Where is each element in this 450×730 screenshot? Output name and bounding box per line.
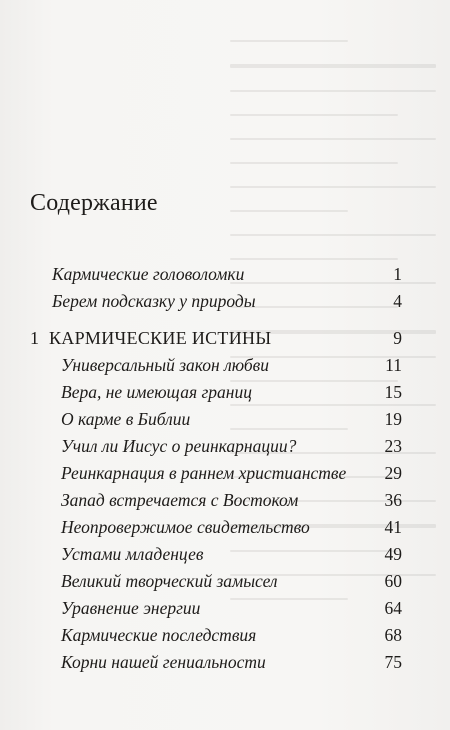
toc-entry-page: 75 (384, 652, 402, 672)
toc-entry[interactable] (0, 352, 450, 378)
toc-entry-label: Реинкарнация в раннем христианстве (61, 463, 347, 483)
toc-entry-label: Запад встречается с Востоком (61, 490, 299, 510)
toc-entry[interactable] (0, 622, 450, 648)
toc-entry-label: Неопровержимое свидетельство (61, 517, 310, 537)
toc-entry-page: 49 (384, 544, 402, 564)
toc-entry[interactable] (0, 487, 450, 513)
toc-entry-label: О карме в Библии (61, 409, 191, 429)
toc-entry-page: 36 (384, 490, 402, 510)
toc-entry[interactable] (0, 514, 450, 540)
toc-entry-label: Вера, не имеющая границ (61, 382, 252, 402)
toc-entry-page: 29 (384, 463, 402, 483)
toc-entry[interactable] (0, 406, 450, 432)
toc-chapter[interactable] (0, 325, 450, 351)
toc-entry-page: 4 (393, 291, 402, 311)
toc-entry-page: 1 (393, 264, 402, 284)
toc-entry-page: 64 (384, 598, 402, 618)
toc-entry[interactable] (0, 541, 450, 567)
toc-entry-label: Берем подсказку у природы (52, 291, 256, 311)
toc-entry-page: 19 (384, 409, 402, 429)
toc-entry-label: Универсальный закон любви (61, 355, 269, 375)
toc-entry[interactable] (0, 261, 450, 287)
toc-entry[interactable] (0, 568, 450, 594)
page-title: Содержание (30, 190, 158, 216)
toc-entry[interactable] (0, 595, 450, 621)
chapter-number: 1 (30, 328, 39, 348)
toc-entry-page: 23 (384, 436, 402, 456)
toc-entry[interactable] (0, 288, 450, 314)
toc-entry-label: Кармические последствия (61, 625, 257, 645)
toc-entry-label: Уравнение энергии (61, 598, 201, 618)
chapter-page: 9 (393, 328, 402, 348)
toc-entry[interactable] (0, 433, 450, 459)
toc-entry[interactable] (0, 379, 450, 405)
toc-entry-page: 68 (384, 625, 402, 645)
toc-entry-label: Великий творческий замысел (61, 571, 278, 591)
toc-entry-page: 41 (384, 517, 402, 537)
chapter-title: КАРМИЧЕСКИЕ ИСТИНЫ (49, 328, 272, 348)
toc-entry-label: Учил ли Иисус о реинкарнации? (61, 436, 297, 456)
toc-entry[interactable] (0, 649, 450, 675)
toc-entry[interactable] (0, 460, 450, 486)
toc-entry-label: Корни нашей гениальности (61, 652, 266, 672)
toc-entry-page: 11 (385, 355, 402, 375)
toc-entry-label: Устами младенцев (61, 544, 204, 564)
toc-entry-page: 60 (384, 571, 402, 591)
toc-entry-label: Кармические головоломки (52, 264, 245, 284)
toc-entry-page: 15 (384, 382, 402, 402)
